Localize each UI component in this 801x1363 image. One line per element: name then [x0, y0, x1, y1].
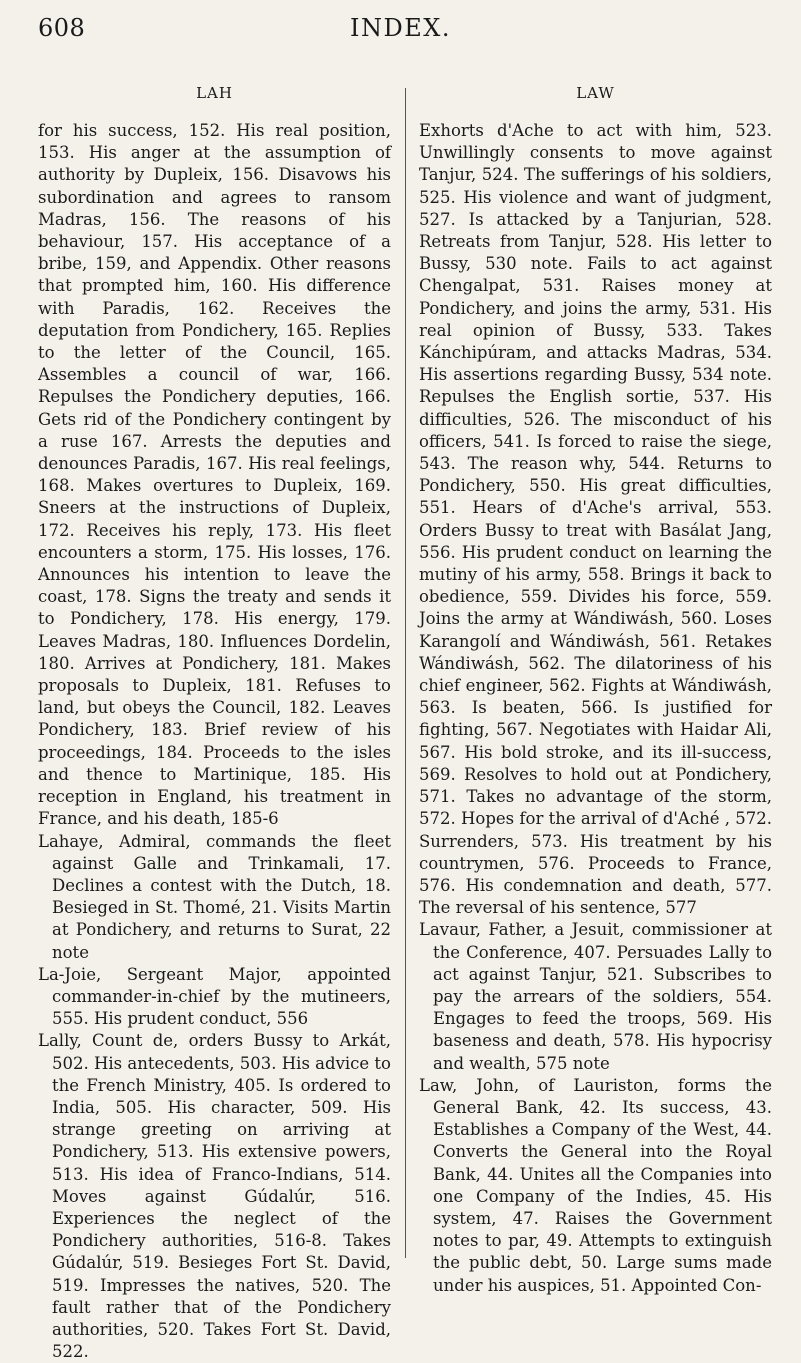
index-entry: Law, John, of Lauriston, forms the General Bank, 42. Its success, 43. Establishes a Company of the West, 44. Converts the General into the Royal Bank, 44. Unites all the Companies into one Company of the Indies, 45. His system, 47. Raises the Government notes to par, 49. Attempts to extinguish the public debt, 50. Large sums made under his auspices, 51. Appointed Con-	[419, 1075, 772, 1295]
right-column	[419, 84, 772, 1297]
index-entry: for his success, 152. His real position, 153. His anger at the assumption of authority by Dupleix, 156. Disavows his subordination and agrees to ransom Madras, 156. The reasons of his behaviour, 157. His acceptance of a bribe, 159, and Appendix. Other reasons that prompted him, 160. His difference with Paradis, 162. Receives the deputation from Pondichery, 165. Replies to the letter of the Council, 165. Assembles a council of war, 166. Repulses the Pondichery deputies, 166. Gets rid of the Pondichery contingent by a ruse 167. Arrests the deputies and denounces Paradis, 167. His real feelings, 168. Makes overtures to Dupleix, 169. Sneers at the instructions of Dupleix, 172. Receives his reply, 173. His fleet encounters a storm, 175. His losses, 176. Announces his intention to leave the coast, 178. Signs the treaty and sends it to Pondichery, 178. His energy, 179. Leaves Madras, 180. Influences Dordelin, 180. Arrives at Pondichery, 181. Makes proposals to Dupleix, 181. Refuses to land, but obeys the Council, 182. Leaves Pondichery, 183. Brief review of his proceedings, 184. Proceeds to the isles and thence to Martinique, 185. His reception in England, his treatment in France, and his death, 185-6	[38, 121, 391, 829]
index-entry: La-Joie, Sergeant Major, appointed commander-in-chief by the mutineers, 555. His prudent conduct, 556	[38, 964, 391, 1029]
index-entry: Exhorts d'Ache to act with him, 523. Unwillingly consents to move against Tanjur, 524. The sufferings of his soldiers, 525. His violence and want of judgment, 527. Is attacked by a Tanjurian, 528. Retreats from Tanjur, 528. His letter to Bussy, 530 note. Fails to act against Chengalpat, 531. Raises money at Pondichery, and joins the army, 531. His real opinion of Bussy, 533. Takes Kánchipúram, and attacks Madras, 534. His assertions regarding Bussy, 534 note. Repulses the English sortie, 537. His difficulties, 526. The misconduct of his officers, 541. Is forced to raise the siege, 543. The reason why, 544. Returns to Pondichery, 550. His great difficulties, 551. Hears of d'Ache's arrival, 553. Orders Bussy to treat with Basálat Jang, 556. His prudent conduct on learning the mutiny of his army, 558. Brings it back to obedience, 559. Divides his force, 559. Joins the army at Wándiwásh, 560. Loses Karangolí and Wándiwásh, 561. Retakes Wándiwásh, 562. The dilatoriness of his chief engineer, 562. Fights at Wándiwásh, 563. Is beaten, 566. Is justified for fighting, 567. Negotiates with Haidar Ali, 567. His bold stroke, and its ill-success, 569. Resolves to hold out at Pondichery, 571. Takes no advantage of the storm, 572. Hopes for the arrival of d'Aché , 572. Surrenders, 573. His treatment by his countrymen, 576. Proceeds to France, 576. His condemnation and death, 577. The reversal of his sentence, 577	[419, 121, 772, 918]
left-column-head: LAH	[196, 84, 233, 102]
page-number: 608	[38, 14, 86, 42]
column-divider	[405, 88, 406, 1258]
right-column-head: LAW	[576, 84, 615, 102]
index-entry: Lavaur, Father, a Jesuit, commissioner at the Conference, 407. Persuades Lally to act against Tanjur, 521. Subscribes to pay the arrears of the soldiers, 554. Engages to feed the troops, 569. His baseness and death, 578. His hypocrisy and wealth, 575 note	[419, 920, 772, 1073]
left-column	[38, 84, 391, 1363]
running-head: INDEX.	[350, 14, 451, 42]
index-entry: Lally, Count de, orders Bussy to Arkát, 502. His antecedents, 503. His advice to the French Ministry, 405. Is ordered to India, 505. His character, 509. His strange greeting on arriving at Pondichery, 513. His extensive powers, 513. His idea of Franco-Indians, 514. Moves against Gúdalúr, 516. Experiences the neglect of the Pondichery authorities, 516-8. Takes Gúdalúr, 519. Besieges Fort St. David, 519. Impresses the natives, 520. The fault rather that of the Pondichery authorities, 520. Takes Fort St. David, 522.	[38, 1031, 391, 1362]
index-entry: Lahaye, Admiral, commands the fleet against Galle and Trinkamali, 17. Declines a contest with the Dutch, 18. Besieged in St. Thomé, 21. Visits Martin at Pondichery, and returns to Surat, 22 note	[38, 831, 391, 962]
